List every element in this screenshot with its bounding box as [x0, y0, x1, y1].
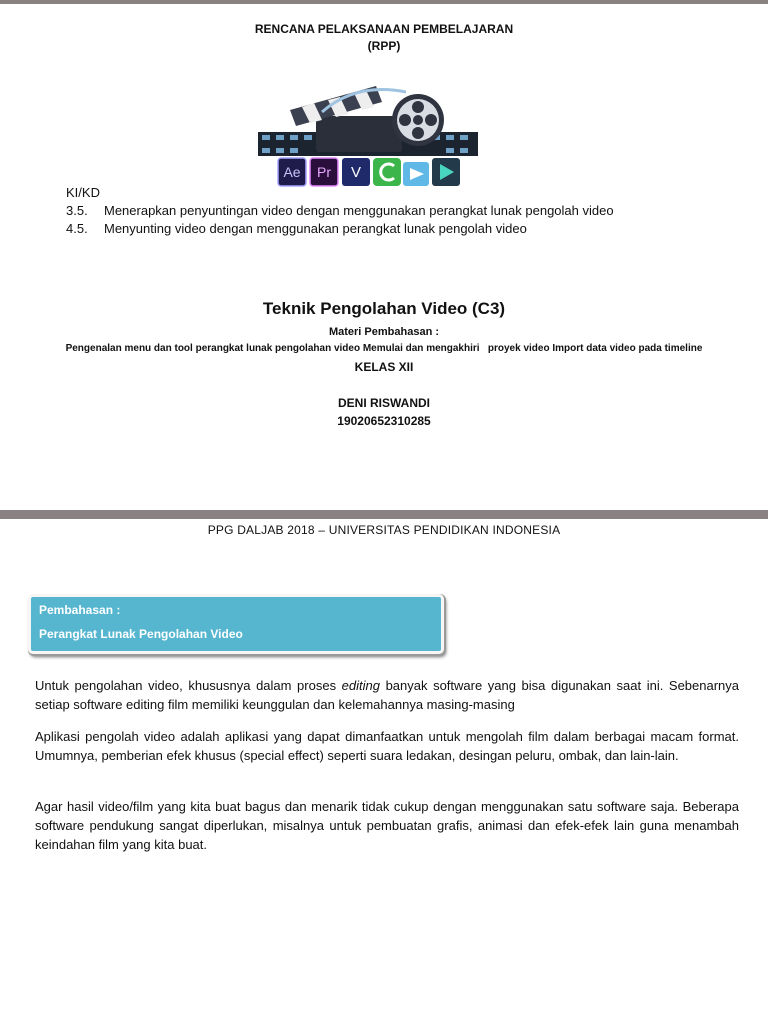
materi-label: Materi Pembahasan : — [328, 326, 440, 338]
materi-part-3: data video pada timeline — [586, 343, 703, 354]
materi-description — [0, 343, 768, 354]
kikd-text: Menerapkan penyuntingan video dengan menggunakan perangkat lunak pengolah video — [104, 203, 614, 218]
page-header: PPG DALJAB 2018 – UNIVERSITAS PENDIDIKAN INDONESIA — [207, 523, 561, 537]
paragraph-2: Aplikasi pengolah video adalah aplikasi yang dapat dimanfaatkan untuk mengolah film dalam berbagai macam format. Umumnya, pemberian efek khusus (special effect) seperti suara ledakan, desingan peluru, ombak, dan lain-lain. — [35, 729, 739, 763]
doc-subtitle: (RPP) — [367, 39, 401, 53]
emphasis-editing: editing — [341, 678, 380, 693]
class-label: KELAS XII — [354, 360, 414, 374]
paragraph-1 — [35, 676, 739, 714]
page-1 — [0, 4, 768, 510]
callout-label: Pembahasan : — [39, 603, 121, 617]
kikd-number: 3.5. — [66, 203, 88, 218]
page-2 — [0, 519, 768, 1024]
materi-part-1: Pengenalan menu dan tool perangkat lunak pengolahan video Memulai dan mengakhiri — [65, 343, 480, 354]
kikd-item — [66, 203, 614, 218]
kikd-label: KI/KD — [66, 185, 100, 200]
v-label: V — [350, 164, 362, 181]
kikd-number: 4.5. — [66, 221, 88, 236]
film-reel-icon — [392, 94, 444, 146]
video-editing-logo — [256, 80, 480, 188]
page-separator — [0, 510, 768, 519]
materi-part-2: proyek video Import — [487, 343, 584, 354]
ae-label: Ae — [283, 164, 301, 180]
student-id: 19020652310285 — [337, 414, 431, 428]
kikd-text: Menyunting video dengan menggunakan perangkat lunak pengolah video — [104, 221, 527, 236]
author-name: DENI RISWANDI — [337, 396, 430, 410]
topic-callout — [28, 594, 444, 654]
callout-title: Perangkat Lunak Pengolahan Video — [39, 627, 243, 641]
doc-title: RENCANA PELAKSANAAN PEMBELAJARAN — [254, 22, 514, 36]
kikd-item — [66, 221, 527, 236]
subject-title: Teknik Pengolahan Video (C3) — [262, 299, 506, 318]
paragraph-text: Untuk pengolahan video, khususnya dalam proses — [35, 678, 342, 693]
pr-label: Pr — [317, 164, 331, 180]
camtasia-icon — [373, 158, 401, 186]
paragraph-3: Agar hasil video/film yang kita buat bagus dan menarik tidak cukup dengan menggunakan satu software saja. Beberapa software pendukung sangat diperlukan, misalnya untuk pembuatan grafis, animasi dan efek-efek lain guna menambah keindahan film yang kita buat. — [35, 799, 739, 852]
paragraph-text: banyak software yang bisa digunakan saat ini. Sebenarnya setiap software editing film memiliki keunggulan dan kelemahannya masing-masing — [35, 678, 740, 712]
